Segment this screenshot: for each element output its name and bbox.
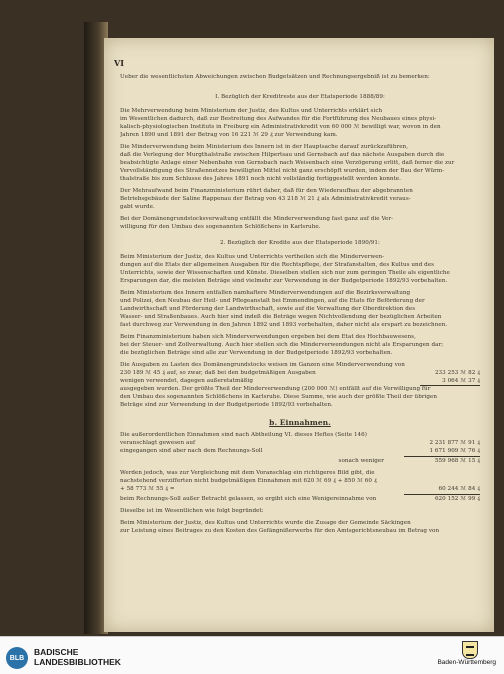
page-number: VI	[114, 58, 124, 68]
amount-value: 559 968 ℳ 15 ₰	[434, 458, 480, 464]
text-line: Die Ausgaben zu Lasten des Domänengrundstocks weisen im Ganzen eine Minderverwendung von	[120, 362, 405, 368]
amount-value: 3 064 ℳ 37 ₰	[442, 378, 480, 384]
text-line: Beim Ministerium der Justiz, des Kultus und Unterrichts wurde die Zusage der Gemeinde Säckingen	[120, 520, 411, 526]
text-line: Beim Finanzministerium haben sich Minderverwendungen ergeben bei dem Etat des Hochbauwesens,	[120, 334, 416, 340]
text-line: wenigen verwendet, dagegen außeretatmäßig	[120, 378, 253, 384]
text-line: willigung für den Umbau des sogenannten Schlößchens in Karlsruhe.	[120, 224, 321, 230]
text-line: thalstraße bis zum Schlusse des Jahres 1891 noch nicht vollständig fertiggestellt werden konnte.	[120, 176, 401, 182]
section-title-einnahmen: b. Einnahmen.	[269, 418, 331, 427]
amount-value: 233 253 ℳ 82 ₰	[434, 370, 480, 376]
text-line: gabt wurde.	[120, 204, 155, 210]
text-line: dungen auf die Etats der allgemeinen Ausgaben für die Rechtspflege, der Strafanstalten, des Kultus und des	[120, 262, 435, 268]
library-name[interactable]	[34, 647, 121, 667]
text-line: Unterrichts, sowie der Wissenschaften und Künste. Dieselben stellen sich nur zum geringen Theile als eigentliche	[120, 270, 450, 276]
amount-value: 1 671 909 ℳ 76 ₰	[429, 448, 480, 454]
text-line: bei der Steuer- und Zollverwaltung. Auch hier stellen sich die Minderverwendungen nicht als Ersparungen dar;	[120, 342, 444, 348]
text-line: Vervollständigung des Straßennetzes bewilligten Mittel nicht ganz erschöpft wurden, indem der Bau der Würm-	[120, 168, 445, 174]
text-line: Dieselbe ist im Wesentlichen wie folgt begründet:	[120, 508, 264, 514]
text-line: Jahren 1890 und 1891 der Betrag von 16 221 ℳ 29 ₰ zur Verwendung kam.	[120, 132, 338, 138]
library-name-line1: BADISCHE	[34, 647, 79, 657]
coat-of-arms-icon	[462, 641, 478, 659]
text-line: Bei der Domänengrundstocksverwaltung entfällt die Minderverwendung fast ganz auf die Ver-	[120, 216, 394, 222]
text-line: Der Mehraufwand beim Finanzministerium rührt daher, daß für den Wiederaufbau der abgebrannten	[120, 188, 413, 194]
state-label[interactable]: Baden-Württemberg	[437, 659, 496, 666]
text-line: fast durchweg zur Verwendung in den Jahren 1892 und 1893 vorbehalten, daher nicht als erspart zu bezeichnen.	[120, 322, 448, 328]
text-line: daß die Verlegung der Murgthalstraße zwischen Hilpertsau und Gernsbach auf das nächste Ausgaben durch die	[120, 152, 445, 158]
text-line: Werden jedoch, was zur Vergleichung mit dem Voranschlag ein richtigeres Bild gibt, die	[120, 470, 375, 476]
amount-value: 620 152 ℳ 99 ₰	[434, 496, 480, 502]
text-line: eingegangen sind aber nach dem Rechnungs-Soll	[120, 448, 263, 454]
text-line: Ersparungen dar, die meisten Beträge sind vielmehr zur Verwendung in der Budgetperiode 1892/93 vorbehalten.	[120, 278, 448, 284]
text-line: Beträge sind zur Verwendung in der Budgetperiode 1892/93 vorbehalten.	[120, 402, 333, 408]
text-line: den Umbau des sogenannten Schlößchens in Karlsruhe. Diese Summe, wie auch der größte Theil der übrigen	[120, 394, 438, 400]
text-line: + 58 773 ℳ 55 ₰ =	[120, 486, 175, 492]
text-line: kalisch-physiologischen Instituts in Freiburg ein Administrativkredit von 60 000 ℳ bewilligt war, wovon in den	[120, 124, 441, 130]
section-heading: I. Bezüglich der Kreditreste aus der Etatsperiode 1888/89:	[215, 94, 385, 100]
sum-rule	[404, 456, 480, 457]
text-line: und Polizei, den Neubau der Heil- und Pflegeanstalt bei Emmendingen, auf die Etats für Beförderung der	[120, 298, 425, 304]
text-line: Landwirthschaft und Förderung der Landwirthschaft, sowie auf die Verwaltung der Oberdirektion des	[120, 306, 416, 312]
text-line: nachstehend verzifferten nicht budgetmäßigen Einnahmen mit 620 ℳ 69 ₰ + 850 ℳ 60 ₰	[120, 478, 377, 484]
text-line: Die außerordentlichen Einnahmen sind nach Abtheilung VI. dieses Heftes (Seite 146)	[120, 432, 368, 438]
library-name-line2: LANDESBIBLIOTHEK	[34, 657, 121, 667]
viewer-footer	[0, 636, 504, 674]
text-line: beabsichtigte Anlage einer Nebenbahn von Gernsbach nach Weisenbach eine Verzögerung erlitt, daß ferner die zur	[120, 160, 455, 166]
text-line: zur Leistung eines Beitrages zu den Kosten des Gefängnißerwerbs für den Amtsgerichtsneubau im Betrag von	[120, 528, 440, 534]
text-line: Die Mehrverwendung beim Ministerium der Justiz, des Kultus und Unterrichts erklärt sich	[120, 108, 383, 114]
blb-logo-icon[interactable]: BLB	[6, 647, 28, 669]
text-line: Wasser- und Straßenbaues. Auch hier sind indeß die Beträge wegen Nichtvollendung der bezüglichen Arbeiten	[120, 314, 442, 320]
text-line: Betriebsgebäude der Saline Rappenau der Betrag von 43 218 ℳ 21 ₰ als Administrativkredit veraus-	[120, 196, 411, 202]
text-line: Die Minderverwendung beim Ministerium des Innern ist in der Hauptsache darauf zurückzuführen,	[120, 144, 409, 150]
text-line: Beim Ministerium des Innern entfallen namhaftere Minderverwendungen auf die Bezirksverwaltung	[120, 290, 411, 296]
sum-rule	[404, 494, 480, 495]
text-line: sonach weniger	[338, 458, 384, 464]
amount-value: 60 244 ℳ 84 ₰	[438, 486, 480, 492]
text-line: 230 189 ℳ 45 ₰ auf, so zwar, daß bei den budgetmäßigen Ausgaben	[120, 370, 316, 376]
text-line: ausgegeben wurden. Der größte Theil der Minderverwendung (200 000 ℳ) entfällt auf die Verwilligung für	[120, 386, 431, 392]
text-line: beim Rechnungs-Soll außer Betracht gelassen, so ergibt sich eine Wenigereinnahme von	[120, 496, 377, 502]
text-line: Beim Ministerium der Justiz, des Kultus und Unterrichts vertheilen sich die Minderverwen-	[120, 254, 385, 260]
text-line: veranschlagt gewesen auf	[120, 440, 196, 446]
text-line: Ueber die wesentlichsten Abweichungen zwischen Budgetsätzen und Rechnungsergebniß ist zu bemerken:	[120, 74, 430, 80]
section-heading: 2. Bezüglich der Kredite aus der Etatsperiode 1890/91:	[220, 240, 380, 246]
text-line: die bezüglichen Beträge sind alle zur Verwendung in der Budgetperiode 1892/93 vorbehalten.	[120, 350, 393, 356]
text-line: im Wesentlichen dadurch, daß zur Bestreitung des Aufwandes für die Fortführung des Neubaues eines physi-	[120, 116, 437, 122]
document-page	[104, 38, 494, 632]
amount-value: 2 231 877 ℳ 91 ₰	[429, 440, 480, 446]
